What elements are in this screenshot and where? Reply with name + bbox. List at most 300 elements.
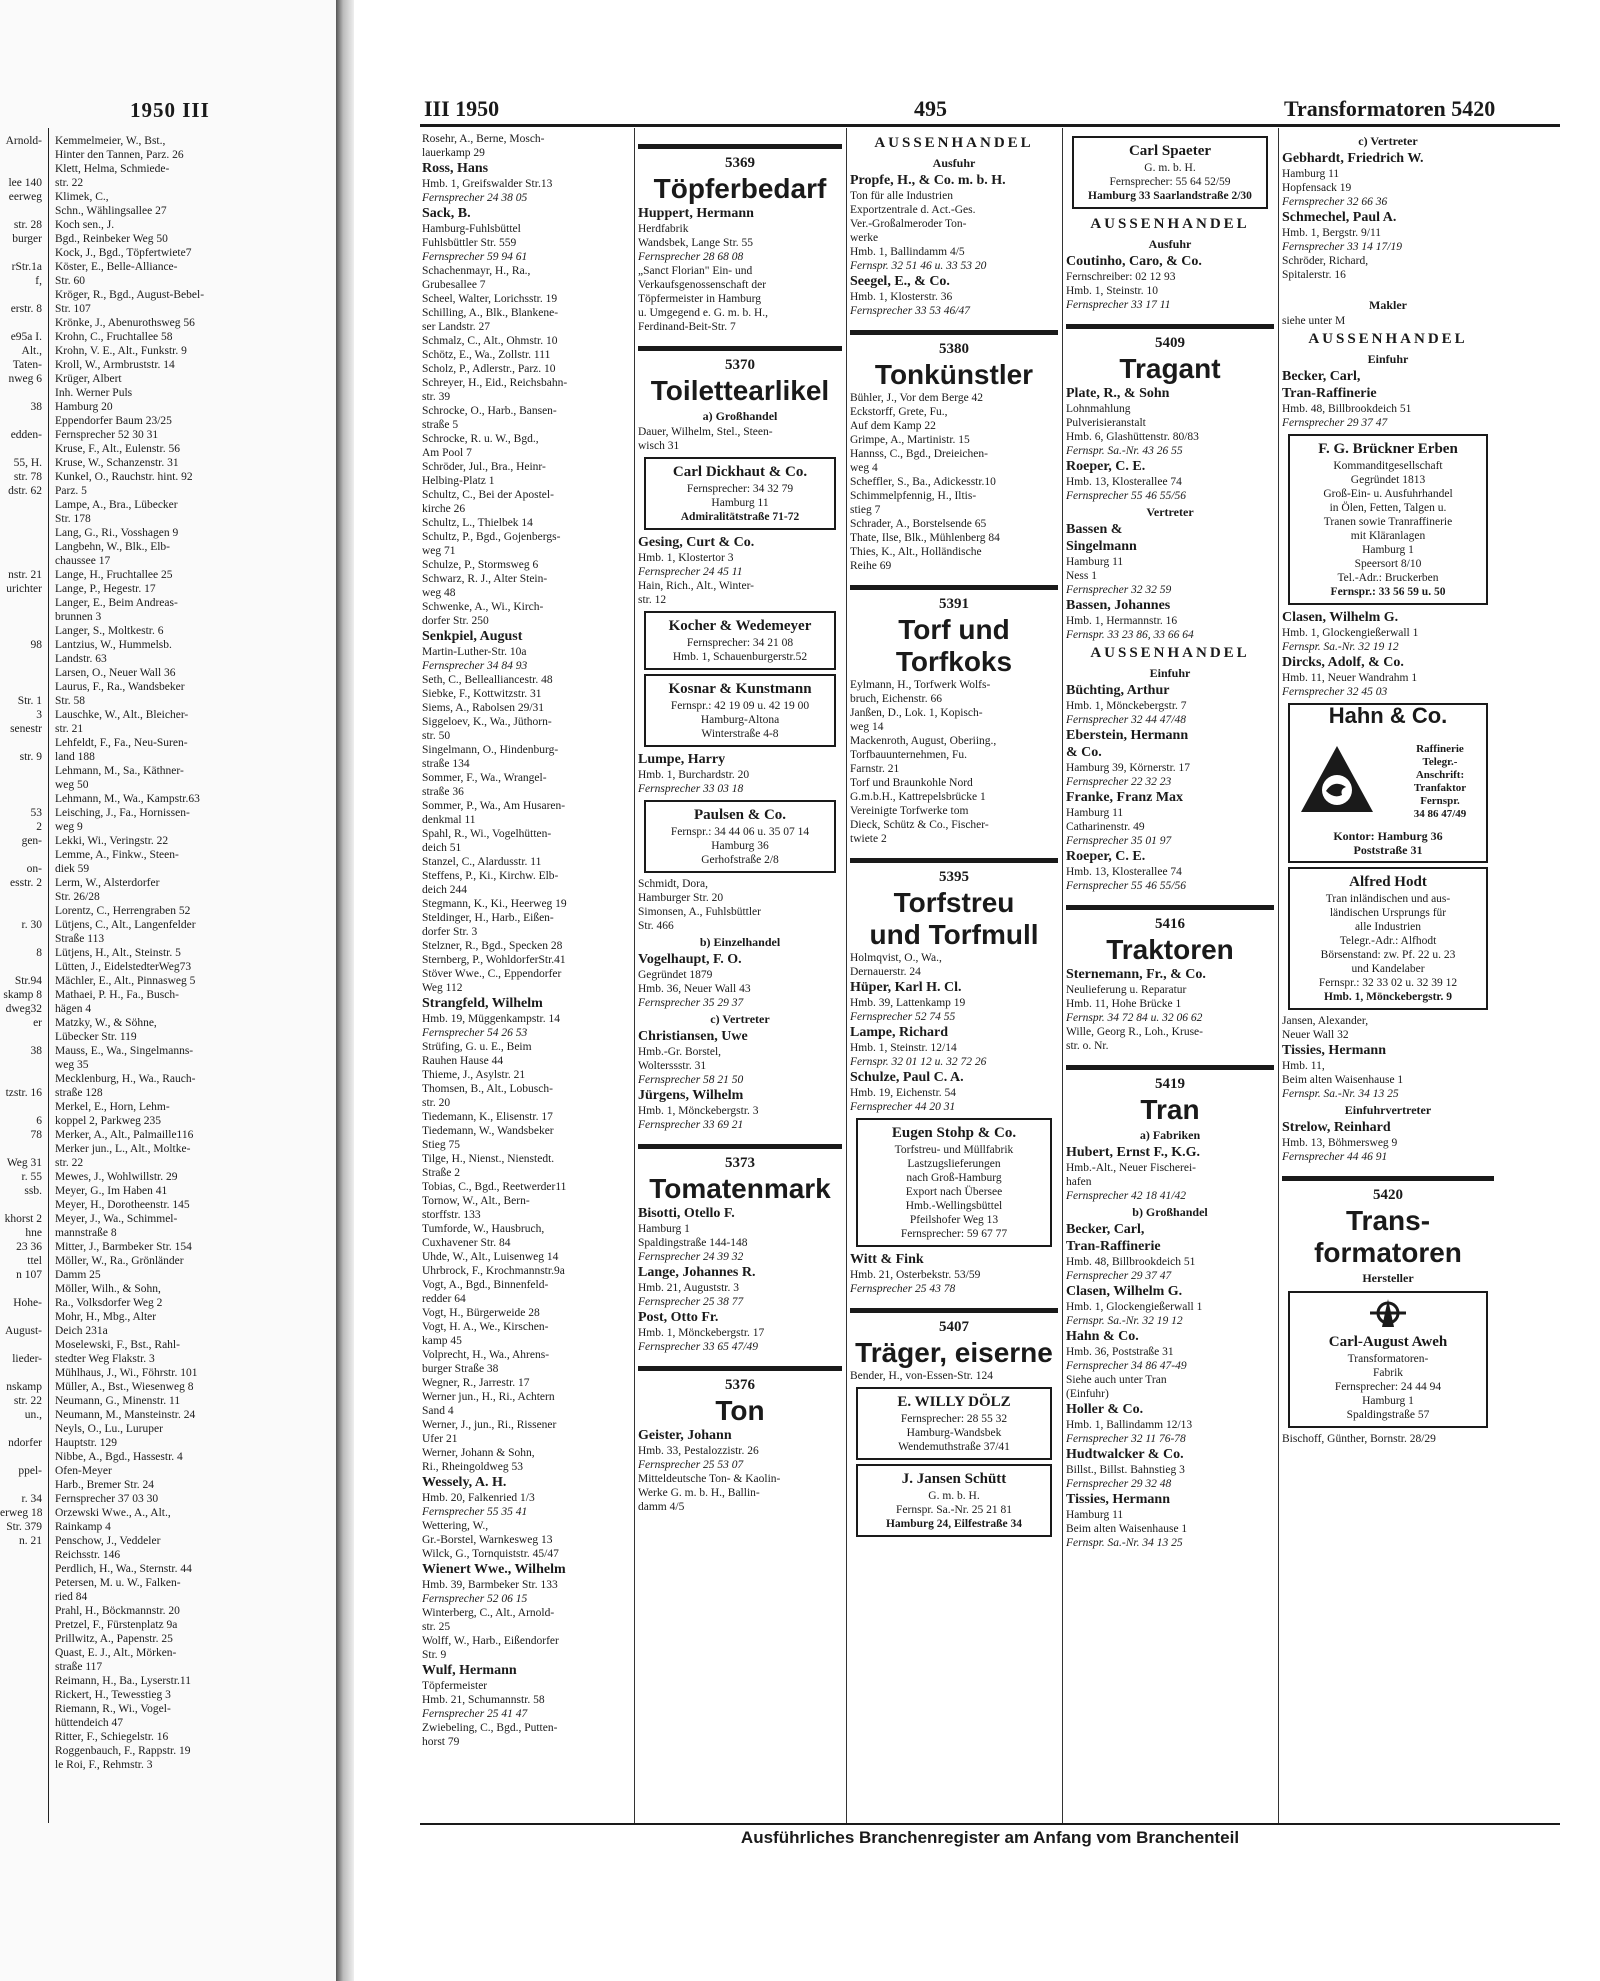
- left-entry-line: straße 117: [55, 1661, 103, 1673]
- left-fragment-line: nstr. 21: [8, 569, 42, 581]
- left-entry-line: Lampe, A., Bra., Lübecker: [55, 499, 178, 511]
- left-entry-line: Laurus, F., Ra., Wandsbeker: [55, 681, 185, 693]
- left-page-column-b: [55, 134, 267, 1772]
- entry-line: Fernschreiber: 02 12 93: [1066, 271, 1176, 283]
- section-rule: [638, 338, 842, 351]
- page-footer: Ausführliches Branchenregister am Anfang vom Branchenteil: [740, 1828, 1240, 1847]
- entry-line: Hmb. 36, Neuer Wall 43: [638, 983, 751, 995]
- left-fragment-line: lieder-: [12, 1353, 42, 1365]
- entry-line: stieg 7: [850, 504, 881, 516]
- entry-phone: Fernsprecher 52 06 15: [422, 1593, 528, 1605]
- left-fragment-line: 6: [36, 1115, 42, 1127]
- advert-line: Fernsprecher: 59 67 77: [900, 1228, 1008, 1240]
- section-label: AUSSENHANDEL: [874, 135, 1034, 151]
- subcategory-label: Ausfuhr: [932, 156, 976, 170]
- aweh-line: Fabrik: [1372, 1367, 1404, 1379]
- left-fragment-line: [0, 540, 42, 554]
- entry-line: Spahl, R., Wi., Vogelhütten-: [422, 828, 552, 840]
- advert-line: Fernsprecher: 55 64 52/59: [1109, 176, 1231, 188]
- entry-line: Schultz, L., Thielbek 14: [422, 517, 533, 529]
- left-entry-line: Langer, E., Beim Andreas-: [55, 597, 178, 609]
- left-entry-line: Mauss, E., Wa., Singelmanns-: [55, 1045, 194, 1057]
- left-entry-line: Fernsprecher 37 03 30: [55, 1493, 159, 1505]
- entry-name: Sternemann, Fr., & Co.: [1066, 967, 1206, 982]
- left-entry-line: Str. 178: [55, 513, 91, 525]
- entry-line: Schmidt, Dora,: [638, 878, 708, 890]
- advert-line: Hamburg 36: [711, 840, 769, 852]
- left-entry-line: Inh. Werner Puls: [55, 387, 133, 399]
- left-entry-line: stedter Weg Flakstr. 3: [55, 1353, 155, 1365]
- advert-line: alle Industrien: [1354, 921, 1422, 933]
- left-fragment-line: senestr: [10, 723, 42, 735]
- entry-line: Wandsbek, Lange Str. 55: [638, 237, 754, 249]
- subcategory-label: a) Großhandel: [702, 409, 778, 423]
- entry-name: Post, Otto Fr.: [638, 1310, 719, 1325]
- left-entry-line: diek 59: [55, 863, 90, 875]
- entry-line: Werner jun., H., Ri., Achtern: [422, 1391, 555, 1403]
- entry-line: Tiedemann, K., Elisenstr. 17: [422, 1111, 553, 1123]
- entry-phone: Fernsprecher 25 53 07: [638, 1459, 744, 1471]
- left-fragment-line: r. 34: [21, 1493, 42, 1505]
- left-fragment-line: 53: [30, 807, 42, 819]
- entry-line: Scholz, P., Adlerstr., Parz. 10: [422, 363, 556, 375]
- entry-line: Gr.-Borstel, Warnkesweg 13: [422, 1534, 553, 1546]
- entry-name: Senkpiel, August: [422, 629, 523, 644]
- entry-line: Siehe auch unter Tran: [1066, 1374, 1167, 1386]
- entry-line: horst 79: [422, 1736, 460, 1748]
- entry-line: Hmb. 1, Glockengießerwall 1: [1282, 627, 1419, 639]
- left-page-fragment: [0, 0, 336, 1981]
- entry-line: deich 51: [422, 842, 462, 854]
- left-entry-line: Neumann, M., Mansteinstr. 24: [55, 1409, 196, 1421]
- hahn-title: Hahn & Co.: [1328, 703, 1448, 728]
- left-fragment-line: [0, 736, 42, 750]
- section-label: AUSSENHANDEL: [1308, 331, 1468, 347]
- entry-line: Sand 4: [422, 1405, 454, 1417]
- left-entry-line: Ofen-Meyer: [55, 1465, 112, 1477]
- left-entry-line: Lauschke, W., Alt., Bleicher-: [55, 709, 189, 721]
- entry-name: Sack, B.: [422, 206, 471, 221]
- left-fragment-line: [0, 624, 42, 638]
- entry-name: & Co.: [1066, 745, 1102, 760]
- entry-phone: Fernspr. 33 23 86, 33 66 64: [1066, 629, 1194, 641]
- entry-line: Hmb. 19, Müggenkampstr. 14: [422, 1013, 560, 1025]
- entry-line: Tornow, W., Alt., Bern-: [422, 1195, 530, 1207]
- category-heading: Tomatenmark: [649, 1173, 831, 1204]
- entry-line: weg 14: [850, 721, 884, 733]
- advert-line: Fernspr.: 34 44 06 u. 35 07 14: [670, 826, 810, 838]
- left-entry-line: Mewes, J., Wohlwillstr. 29: [55, 1171, 178, 1183]
- entry-line: Spaldingstraße 144-148: [638, 1237, 748, 1249]
- entry-line: Hmb. 1, Klostertor 3: [638, 552, 734, 564]
- entry-line: Hamburg 11: [1282, 168, 1340, 180]
- advert-line: Tran inländischen und aus-: [1325, 893, 1451, 905]
- left-fragment-line: [0, 904, 42, 918]
- category-heading: Ton: [715, 1395, 765, 1426]
- advert-line: Fernspr.: 42 19 09 u. 42 19 00: [670, 700, 810, 712]
- advert-box: [1072, 136, 1268, 209]
- entry-line: Torfbauunternehmen, Fu.: [850, 749, 968, 761]
- entry-line: Scheel, Walter, Lorichsstr. 19: [422, 293, 558, 305]
- entry-line: Grubesallee 7: [422, 279, 486, 291]
- left-fragment-line: edden-: [10, 429, 42, 441]
- column-5: [1282, 132, 1494, 1822]
- advert-title: Kosnar & Kunstmann: [668, 681, 812, 697]
- advert-box: [856, 1118, 1052, 1247]
- advert-address: Hmb. 1, Mönckebergstr. 9: [1324, 991, 1452, 1003]
- section-label: AUSSENHANDEL: [1090, 645, 1250, 661]
- hahn-address: [1290, 829, 1486, 857]
- entry-line: Hamburg 1: [638, 1223, 690, 1235]
- entry-line: Thieme, J., Asylstr. 21: [422, 1069, 526, 1081]
- left-entry-line: Orzewski Wwe., A., Alt.,: [55, 1507, 171, 1519]
- advert-box: [644, 800, 836, 873]
- entry-line: Winterberg, C., Alt., Arnold-: [422, 1607, 555, 1619]
- left-entry-line: Quast, E. J., Alt., Mörken-: [55, 1647, 177, 1659]
- left-fragment-line: er: [33, 1017, 42, 1029]
- left-fragment-line: [0, 1030, 42, 1044]
- left-entry-line: Neyls, O., Lu., Luruper: [55, 1423, 163, 1435]
- entry-line: Schötz, E., Wa., Zollstr. 111: [422, 349, 551, 361]
- hahn-contact-line: 34 86 47/49: [1413, 808, 1467, 820]
- entry-phone: Fernsprecher 33 53 46/47: [850, 305, 970, 317]
- entry-line: Hmb. 36, Poststraße 31: [1066, 1346, 1174, 1358]
- entry-line: straße 134: [422, 758, 470, 770]
- left-entry-line: Riemann, R., Wi., Vogel-: [55, 1703, 171, 1715]
- entry-line: [1282, 282, 1494, 296]
- section-rule: [1066, 316, 1274, 329]
- left-entry-line: Lütjens, C., Alt., Langenfelder: [55, 919, 196, 931]
- advert-line: und Kandelaber: [1351, 963, 1425, 975]
- entry-name: Ross, Hans: [422, 161, 489, 176]
- entry-phone: Fernsprecher 32 66 36: [1282, 196, 1388, 208]
- left-fragment-line: eerweg: [8, 191, 42, 203]
- left-entry-line: Mächler, E., Alt., Pinnasweg 5: [55, 975, 196, 987]
- advert-address: Hamburg 33 Saarlandstraße 2/30: [1088, 190, 1252, 202]
- entry-name: Holler & Co.: [1066, 1402, 1144, 1417]
- left-fragment-line: [0, 246, 42, 260]
- left-fragment-line: [0, 1100, 42, 1114]
- entry-line: Mackenroth, August, Oberiing.,: [850, 735, 997, 747]
- entry-phone: Fernsprecher 24 39 32: [638, 1251, 744, 1263]
- section-rule: [638, 136, 842, 149]
- entry-line: Hmb. 1, Glockengießerwall 1: [1066, 1301, 1203, 1313]
- entry-line: Catharinenstr. 49: [1066, 821, 1145, 833]
- entry-line: G.m.b.H., Kattrepelsbrücke 1: [850, 791, 986, 803]
- left-fragment-line: 23 36: [16, 1241, 42, 1253]
- entry-line: Pulverisieranstalt: [1066, 417, 1146, 429]
- category-code: 5380: [939, 341, 969, 357]
- left-fragment-line: Arnold-: [5, 135, 42, 147]
- left-fragment-line: f,: [35, 275, 42, 287]
- entry-line: Steldinger, H., Harb., Eißen-: [422, 912, 554, 924]
- entry-phone: Fernsprecher 29 32 48: [1066, 1478, 1172, 1490]
- left-fragment-line: Str. 379: [6, 1521, 42, 1533]
- advert-line: Tel.-Adr.: Bruckerben: [1337, 572, 1439, 584]
- entry-line: Strüfing, G. u. E., Beim: [422, 1041, 532, 1053]
- aweh-logo-icon: [1368, 1297, 1408, 1329]
- entry-line: Stegmann, K., Ki., Heerweg 19: [422, 898, 567, 910]
- subcategory-label: Einfuhr: [1367, 352, 1409, 366]
- left-fragment-line: e95a I.: [10, 331, 42, 343]
- advert-title: E. WILLY DÖLZ: [897, 1394, 1011, 1410]
- left-fragment-line: [0, 764, 42, 778]
- subcategory-label: b) Großhandel: [1132, 1205, 1208, 1219]
- advert-address: Admiralitätstraße 71-72: [680, 511, 800, 523]
- entry-line: Hmb. 1, Klosterstr. 36: [850, 291, 953, 303]
- entry-line: Farnstr. 21: [850, 763, 900, 775]
- entry-name: Bassen &: [1066, 522, 1123, 537]
- advert-address: Hamburg 24, Eilfestraße 34: [885, 1518, 1023, 1530]
- left-fragment-line: erweg 18: [0, 1507, 42, 1519]
- entry-line: straße 5: [422, 419, 459, 431]
- subcategory-label: a) Fabriken: [1139, 1128, 1201, 1142]
- left-entry-line: Mathaei, P. H., Fa., Busch-: [55, 989, 179, 1001]
- left-entry-line: weg 50: [55, 779, 89, 791]
- left-entry-line: Landstr. 63: [55, 653, 107, 665]
- left-fragment-line: 38: [30, 1045, 42, 1057]
- left-fragment-line: Alt.,: [21, 345, 42, 357]
- entry-phone: Fernspr. Sa.-Nr. 34 13 25: [1282, 1088, 1399, 1100]
- category-heading: Trans-: [1345, 1205, 1431, 1236]
- column-1: [422, 132, 630, 1822]
- entry-phone: Fernsprecher 34 86 47-49: [1066, 1360, 1187, 1372]
- advert-line: G. m. b. H.: [1144, 162, 1196, 174]
- column-4: [1066, 132, 1274, 1822]
- entry-line: kirche 26: [422, 503, 466, 515]
- entry-name: Wessely, A. H.: [422, 1475, 507, 1490]
- entry-line: Hmb. 21, Osterbekstr. 53/59: [850, 1269, 981, 1281]
- left-fragment-line: nweg 6: [8, 373, 42, 385]
- entry-name: Becker, Carl,: [1066, 1222, 1145, 1237]
- entry-line: Töpfermeister: [422, 1680, 488, 1692]
- entry-line: Spitalerstr. 16: [1282, 269, 1346, 281]
- subcategory-label: Makler: [1369, 298, 1407, 312]
- left-fragment-line: [0, 960, 42, 974]
- entry-line: Str. 9: [422, 1649, 447, 1661]
- entry-line: Reihe 69: [850, 560, 892, 572]
- left-entry-line: le Roi, F., Rehmstr. 3: [55, 1759, 153, 1771]
- left-entry-line: Lübecker Str. 119: [55, 1031, 137, 1043]
- entry-phone: Fernsprecher 32 32 59: [1066, 584, 1172, 596]
- advert-line: Hamburg-Wandsbek: [906, 1427, 1002, 1439]
- advert-line: Fernspr.: 32 33 02 u. 32 39 12: [1318, 977, 1458, 989]
- entry-name: Strelow, Reinhard: [1282, 1120, 1391, 1135]
- left-entry-line: Moselewski, F., Bst., Rahl-: [55, 1339, 180, 1351]
- entry-line: Steffens, P., Ki., Kirchw. Elb-: [422, 870, 559, 882]
- left-entry-line: chaussee 17: [55, 555, 111, 567]
- section-rule: [638, 1358, 842, 1371]
- advert-box: [644, 674, 836, 747]
- entry-name: Clasen, Wilhelm G.: [1282, 610, 1399, 625]
- left-fragment-line: 55, H.: [13, 457, 42, 469]
- left-entry-line: Damm 25: [55, 1269, 101, 1281]
- entry-name: Dircks, Adolf, & Co.: [1282, 655, 1404, 670]
- left-entry-line: ried 84: [55, 1591, 88, 1603]
- entry-line: Tobias, C., Bgd., Reetwerder11: [422, 1181, 567, 1193]
- left-entry-line: Lorentz, C., Herrengraben 52: [55, 905, 191, 917]
- entry-phone: Fernsprecher 55 46 55/56: [1066, 880, 1186, 892]
- entry-line: Hmb. 13, Klosterallee 74: [1066, 866, 1182, 878]
- left-fragment-line: Weg 31: [6, 1157, 42, 1169]
- entry-phone: Fernsprecher 59 94 61: [422, 251, 528, 263]
- entry-phone: Fernsprecher 32 44 47/48: [1066, 714, 1186, 726]
- entry-phone: Fernsprecher 35 29 37: [638, 997, 744, 1009]
- column-rule: [1062, 128, 1063, 1823]
- entry-line: Hmb. 1, Steinstr. 12/14: [850, 1042, 957, 1054]
- advert-line: Börsenstand: zw. Pf. 22 u. 23: [1320, 949, 1456, 961]
- advert-line: Hamburg 11: [711, 497, 769, 509]
- entry-line: Ri., Rheingoldweg 53: [422, 1461, 523, 1473]
- left-fragment-line: [0, 1450, 42, 1464]
- entry-line: twiete 2: [850, 833, 887, 845]
- left-entry-line: Klimek, C.,: [55, 191, 109, 203]
- left-entry-line: Matzky, W., & Söhne,: [55, 1017, 157, 1029]
- column-rule: [634, 128, 635, 1823]
- entry-line: deich 244: [422, 884, 468, 896]
- entry-line: Hmb. 21, Schumannstr. 58: [422, 1694, 545, 1706]
- advert-line: Hmb. 1, Schauenburgerstr.52: [672, 651, 808, 663]
- left-entry-line: Kunkel, O., Rauchstr. hint. 92: [55, 471, 193, 483]
- aweh-line: Hamburg 1: [1362, 1395, 1414, 1407]
- left-entry-line: Lehmann, M., Wa., Kampstr.63: [55, 793, 200, 805]
- left-entry-line: Str. 26/28: [55, 891, 100, 903]
- advert-line: Wendemuthstraße 37/41: [898, 1441, 1010, 1453]
- column-3: [850, 132, 1058, 1822]
- entry-line: Helbing-Platz 1: [422, 475, 495, 487]
- entry-phone: Fernsprecher 25 41 47: [422, 1708, 528, 1720]
- entry-phone: Fernsprecher 44 20 31: [850, 1101, 956, 1113]
- left-entry-line: Str. 107: [55, 303, 91, 315]
- entry-line: Hmb. 13, Klosterallee 74: [1066, 476, 1182, 488]
- advert-line: Hamburg-Altona: [700, 714, 780, 726]
- entry-phone: Fernsprecher 25 38 77: [638, 1296, 744, 1308]
- entry-line: Hmb. 39, Lattenkamp 19: [850, 997, 966, 1009]
- left-entry-line: Hauptstr. 129: [55, 1437, 117, 1449]
- left-entry-line: Lange, P., Hegestr. 17: [55, 583, 156, 595]
- entry-line: Gegründet 1879: [638, 969, 713, 981]
- category-heading: Träger, eiserne: [855, 1337, 1053, 1368]
- left-entry-line: Kemmelmeier, W., Bst.,: [55, 135, 166, 147]
- entry-name: Hahn & Co.: [1066, 1329, 1139, 1344]
- entry-line: Hmb. 33, Pestalozzistr. 26: [638, 1445, 759, 1457]
- entry-line: Hmb. 1, Steinstr. 10: [1066, 285, 1159, 297]
- entry-line: Siggeloev, K., Wa., Jüthorn-: [422, 716, 552, 728]
- entry-line: Volprecht, H., Wa., Ahrens-: [422, 1349, 550, 1361]
- left-entry-line: Rickert, H., Tewesstieg 3: [55, 1689, 171, 1701]
- left-fragment-line: ttel: [27, 1255, 42, 1267]
- left-fragment-line: [0, 498, 42, 512]
- section-rule: [1282, 1168, 1494, 1181]
- entry-line: Siems, A., Rabolsen 29/31: [422, 702, 545, 714]
- left-entry-line: Krohn, V. E., Alt., Funkstr. 9: [55, 345, 187, 357]
- entry-line: Thomsen, B., Alt., Lobusch-: [422, 1083, 553, 1095]
- left-column-rule: [48, 128, 49, 1823]
- category-heading: Torf und Torfkoks: [895, 614, 1013, 677]
- advert-title: Carl Spaeter: [1128, 143, 1212, 159]
- entry-phone: Fernsprecher 25 43 78: [850, 1283, 956, 1295]
- category-code: 5395: [939, 869, 969, 885]
- entry-line: Am Pool 7: [422, 447, 472, 459]
- advert-line: Hamburg 1: [1362, 544, 1414, 556]
- category-heading: Töpferbedarf: [653, 173, 827, 204]
- entry-line: Rosehr, A., Berne, Mosch-: [422, 133, 545, 145]
- left-fragment-line: lee 140: [8, 177, 42, 189]
- entry-name: Lumpe, Harry: [638, 752, 726, 767]
- left-fragment-line: [0, 414, 42, 428]
- left-entry-line: str. 22: [55, 177, 84, 189]
- column-2: [638, 132, 842, 1822]
- left-entry-line: Mohr, H., Mbg., Alter: [55, 1311, 157, 1323]
- left-fragment-line: [0, 1282, 42, 1296]
- entry-line: Hannss, C., Bgd., Dreieichen-: [850, 448, 988, 460]
- entry-line: str. 12: [638, 594, 667, 606]
- left-fragment-line: erstr. 8: [10, 303, 42, 315]
- left-entry-line: Meyer, J., Wa., Schimmel-: [55, 1213, 178, 1225]
- left-fragment-line: skamp 8: [3, 989, 42, 1001]
- entry-phone: Fernsprecher 33 69 21: [638, 1119, 744, 1131]
- left-fragment-line: r. 55: [21, 1171, 42, 1183]
- entry-line: Hopfensack 19: [1282, 182, 1352, 194]
- entry-phone: Fernsprecher 24 45 11: [638, 566, 743, 578]
- entry-phone: Fernspr. Sa.-Nr. 32 19 12: [1066, 1315, 1183, 1327]
- left-entry-line: Meyer, G., Im Haben 41: [55, 1185, 168, 1197]
- entry-line: Schrocke, O., Harb., Bansen-: [422, 405, 557, 417]
- entry-line: Eckstorff, Grete, Fu.,: [850, 406, 948, 418]
- advert-line: Gerhofstraße 2/8: [701, 854, 779, 866]
- advert-title: F. G. Brückner Erben: [1318, 441, 1458, 457]
- entry-phone: Fernspr. Sa.-Nr. 32 19 12: [1282, 641, 1399, 653]
- subcategory-label: Ausfuhr: [1148, 237, 1192, 251]
- entry-line: weg 4: [850, 462, 878, 474]
- entry-line: Neuer Wall 32: [1282, 1029, 1349, 1041]
- left-fragment-line: n 107: [16, 1269, 42, 1281]
- entry-line: Straße 2: [422, 1167, 461, 1179]
- entry-name: Gebhardt, Friedrich W.: [1282, 151, 1424, 166]
- left-entry-line: hüttendeich 47: [55, 1717, 124, 1729]
- left-entry-line: Str. 58: [55, 695, 86, 707]
- left-entry-line: Roggenbauch, F., Rappstr. 19: [55, 1745, 191, 1757]
- left-fragment-line: 38: [30, 401, 42, 413]
- entry-line: dorfer Str. 250: [422, 615, 489, 627]
- left-fragment-line: [0, 148, 42, 162]
- category-code: 5416: [1155, 916, 1185, 932]
- entry-name: Franke, Franz Max: [1066, 790, 1184, 805]
- aweh-line: Transformatoren-: [1347, 1353, 1429, 1365]
- left-entry-line: Lerm, W., Alsterdorfer: [55, 877, 160, 889]
- left-entry-line: Perdlich, H., Wa., Sternstr. 44: [55, 1563, 192, 1575]
- left-entry-line: Köster, E., Belle-Alliance-: [55, 261, 178, 273]
- category-heading: Tonkünstler: [874, 359, 1034, 390]
- entry-line: Hmb. 1, Burchardstr. 20: [638, 769, 750, 781]
- left-fragment-line: [0, 512, 42, 526]
- entry-phone: Fernspr. 32 51 46 u. 33 53 20: [850, 260, 987, 272]
- entry-name: Clasen, Wilhelm G.: [1066, 1284, 1183, 1299]
- header-rule: [420, 124, 1560, 127]
- entry-line: str. o. Nr.: [1066, 1040, 1109, 1052]
- entry-line: wisch 31: [638, 440, 680, 452]
- entry-line: Billst., Billst. Bahnstieg 3: [1066, 1464, 1185, 1476]
- entry-phone: Fernsprecher 55 35 41: [422, 1506, 528, 1518]
- entry-line: Martin-Luther-Str. 10a: [422, 646, 527, 658]
- entry-line: denkmal 11: [422, 814, 476, 826]
- advert-line: in Ölen, Fetten, Talgen u.: [1329, 502, 1447, 514]
- entry-line: weg 71: [422, 545, 456, 557]
- entry-line: Exportzentrale d. Act.-Ges.: [850, 204, 976, 216]
- left-entry-line: Harb., Bremer Str. 24: [55, 1479, 155, 1491]
- entry-line: str. 25: [422, 1621, 451, 1633]
- entry-line: Schrader, A., Borstelsende 65: [850, 518, 987, 530]
